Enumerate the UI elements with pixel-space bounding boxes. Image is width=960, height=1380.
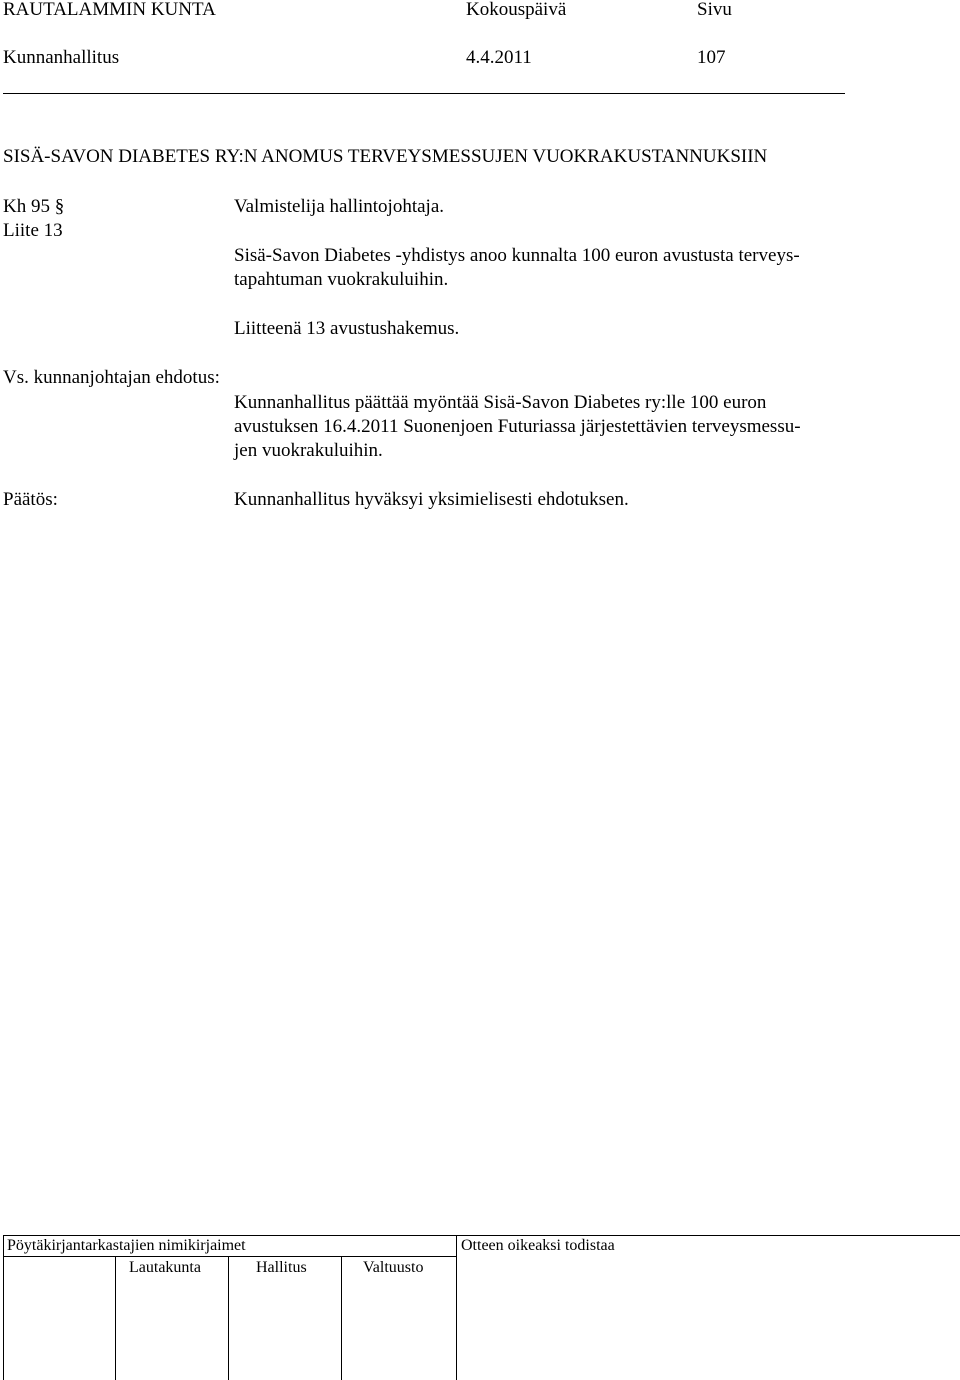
attachment-reference: Liite 13 <box>3 220 63 241</box>
proposal-label: Vs. kunnanjohtajan ehdotus: <box>3 367 220 388</box>
preparer-line: Valmistelija hallintojohtaja. <box>234 196 445 217</box>
page-title: SISÄ-SAVON DIABETES RY:N ANOMUS TERVEYSMESSUJEN VUOKRAKUSTANNUKSIIN <box>3 146 768 167</box>
meeting-date-label: Kokouspäivä <box>466 0 567 20</box>
decision-label: Päätös: <box>3 489 58 510</box>
page-label: Sivu <box>697 0 732 20</box>
footer-vline-4 <box>456 1235 457 1380</box>
column-label-board: Lautakunta <box>129 1259 201 1276</box>
footer-vline-3 <box>341 1256 342 1380</box>
organization-name: RAUTALAMMIN KUNTA <box>3 0 216 20</box>
column-label-council: Valtuusto <box>363 1259 424 1276</box>
governing-body: Kunnanhallitus <box>3 47 120 68</box>
footer-label-rule <box>3 1256 456 1257</box>
column-label-government: Hallitus <box>256 1259 307 1276</box>
footer-vline-2 <box>228 1256 229 1380</box>
meeting-date: 4.4.2011 <box>466 47 532 68</box>
decision-text: Kunnanhallitus hyväksyi yksimielisesti ehdotuksen. <box>234 489 629 510</box>
page-number: 107 <box>697 47 726 68</box>
proposal-text-line: Kunnanhallitus päättää myöntää Sisä-Savon Diabetes ry:lle 100 euron <box>234 392 767 413</box>
footer-vline-1 <box>115 1256 116 1380</box>
paragraph-reference: Kh 95 § <box>3 196 65 217</box>
attachment-note: Liitteenä 13 avustushakemus. <box>234 318 460 339</box>
body-text-line: Sisä-Savon Diabetes -yhdistys anoo kunnalta 100 euron avustusta terveys- <box>234 245 800 266</box>
body-text-line: tapahtuman vuokrakuluihin. <box>234 269 449 290</box>
footer-vline-left <box>3 1235 4 1380</box>
certified-copy-label: Otteen oikeaksi todistaa <box>461 1237 615 1254</box>
proposal-text-line: jen vuokrakuluihin. <box>234 440 383 461</box>
proposal-text-line: avustuksen 16.4.2011 Suonenjoen Futuriassa järjestettävien terveysmessu- <box>234 416 801 437</box>
header-divider <box>3 93 845 94</box>
signatures-label: Pöytäkirjantarkastajien nimikirjaimet <box>7 1237 246 1254</box>
